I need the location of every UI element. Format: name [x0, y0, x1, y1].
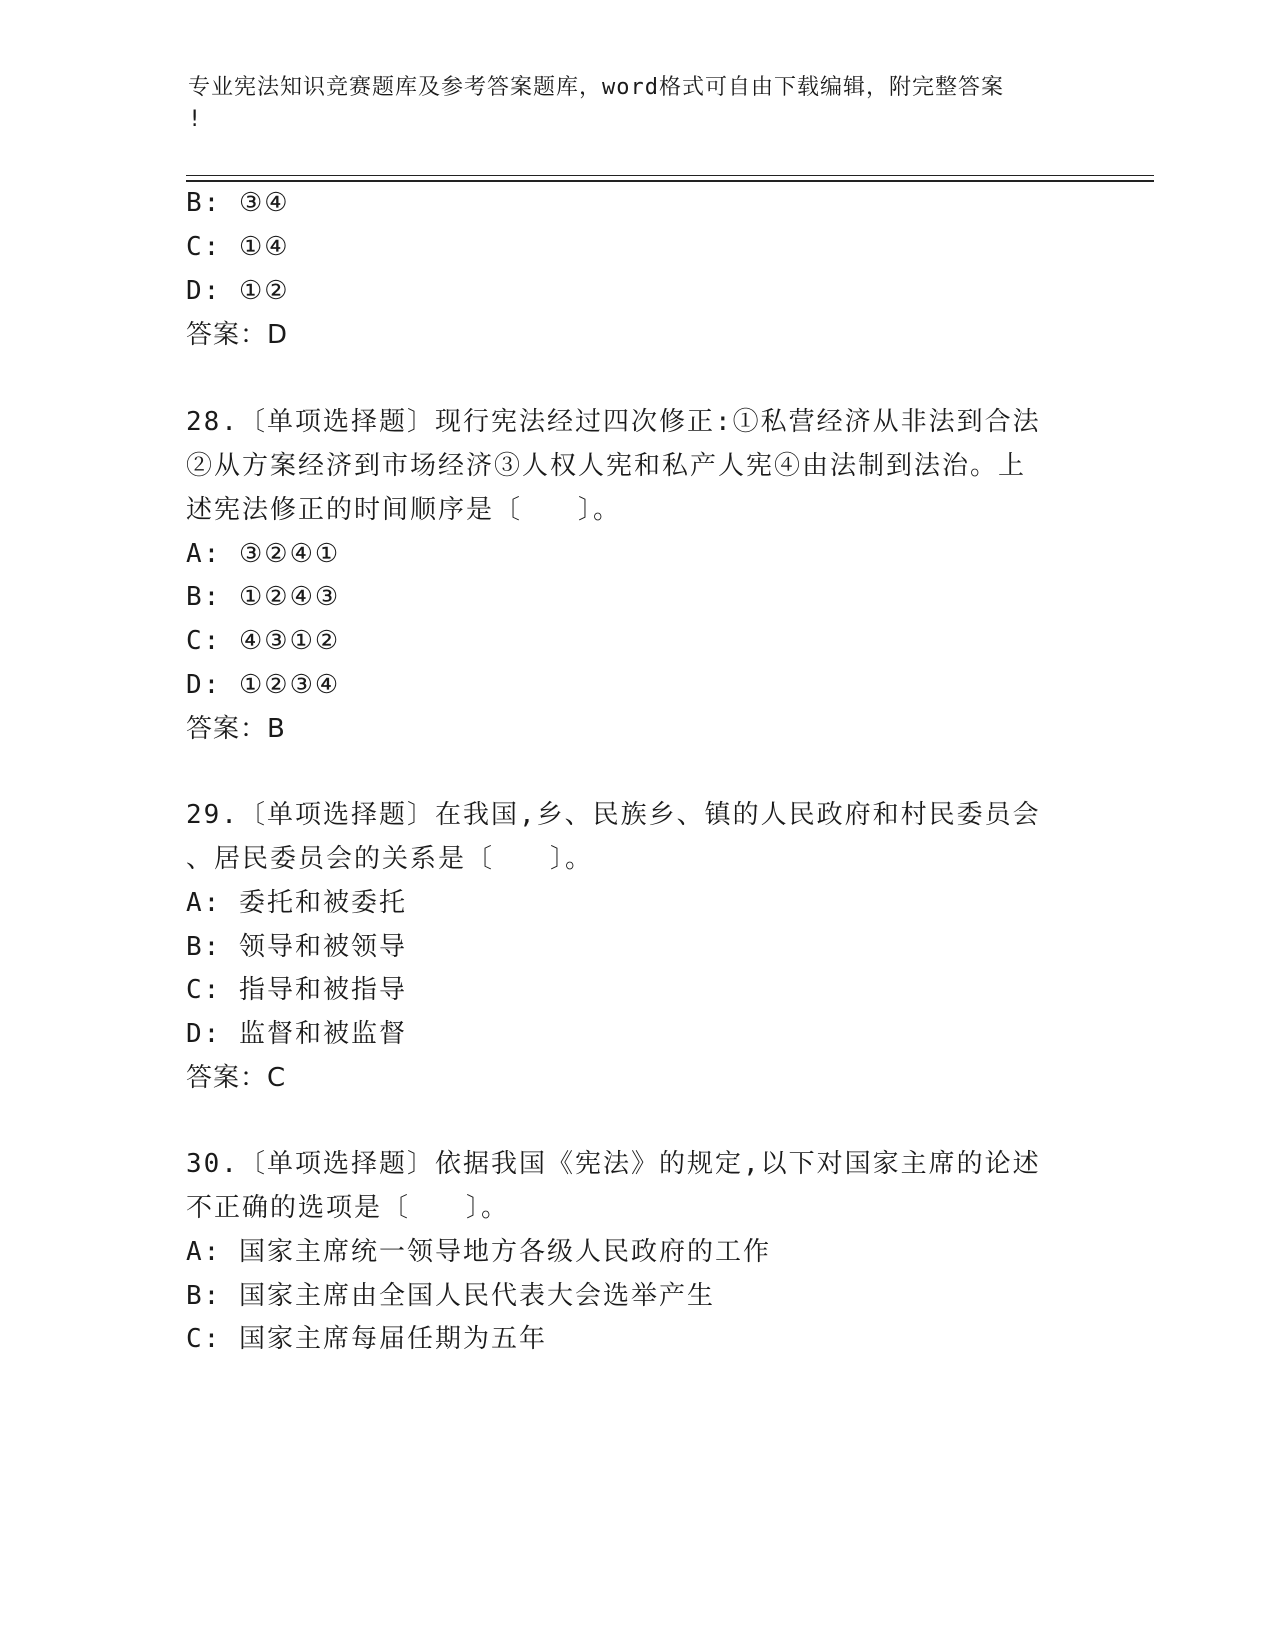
question-28-option-c: C: ④③①②	[186, 626, 341, 656]
answer: 答案：D	[186, 320, 289, 350]
question-29-line-2: 、居民委员会的关系是〔 〕。	[186, 844, 594, 874]
question-28-option-d: D: ①②③④	[186, 670, 341, 700]
question-29-answer: 答案：C	[186, 1063, 287, 1093]
header-rule-thick	[186, 180, 1154, 182]
question-30-line-2: 不正确的选项是〔 〕。	[186, 1193, 510, 1223]
question-30-option-b: B: 国家主席由全国人民代表大会选举产生	[186, 1281, 715, 1311]
question-28-answer: 答案：B	[186, 714, 286, 744]
question-29-option-d: D: 监督和被监督	[186, 1019, 407, 1049]
question-29-option-c: C: 指导和被指导	[186, 975, 407, 1005]
question-28-option-a: A: ③②④①	[186, 539, 341, 569]
question-30-line-1: 30.〔单项选择题〕依据我国《宪法》的规定,以下对国家主席的论述	[186, 1149, 1041, 1179]
question-28-option-b: B: ①②④③	[186, 582, 341, 612]
question-29-option-a: A: 委托和被委托	[186, 888, 407, 918]
option-b: B: ③④	[186, 188, 290, 218]
page-header	[188, 72, 1068, 136]
question-28-line-3: 述宪法修正的时间顺序是〔 〕。	[186, 495, 622, 525]
header-title-line-2: !	[188, 107, 203, 132]
option-c: C: ①④	[186, 232, 290, 262]
question-29-option-b: B: 领导和被领导	[186, 932, 407, 962]
question-28-line-2: ②从方案经济到市场经济③人权人宪和私产人宪④由法制到法治。上	[186, 451, 1027, 481]
question-30-option-a: A: 国家主席统一领导地方各级人民政府的工作	[186, 1237, 771, 1267]
question-30-option-c: C: 国家主席每届任期为五年	[186, 1324, 547, 1354]
option-d: D: ①②	[186, 276, 290, 306]
header-title-line-1: 专业宪法知识竞赛题库及参考答案题库，word格式可自由下载编辑，附完整答案	[188, 75, 1004, 100]
question-28-line-1: 28.〔单项选择题〕现行宪法经过四次修正:①私营经济从非法到合法	[186, 407, 1041, 437]
header-rule-thin	[186, 175, 1154, 176]
question-29-line-1: 29.〔单项选择题〕在我国,乡、民族乡、镇的人民政府和村民委员会	[186, 800, 1041, 830]
